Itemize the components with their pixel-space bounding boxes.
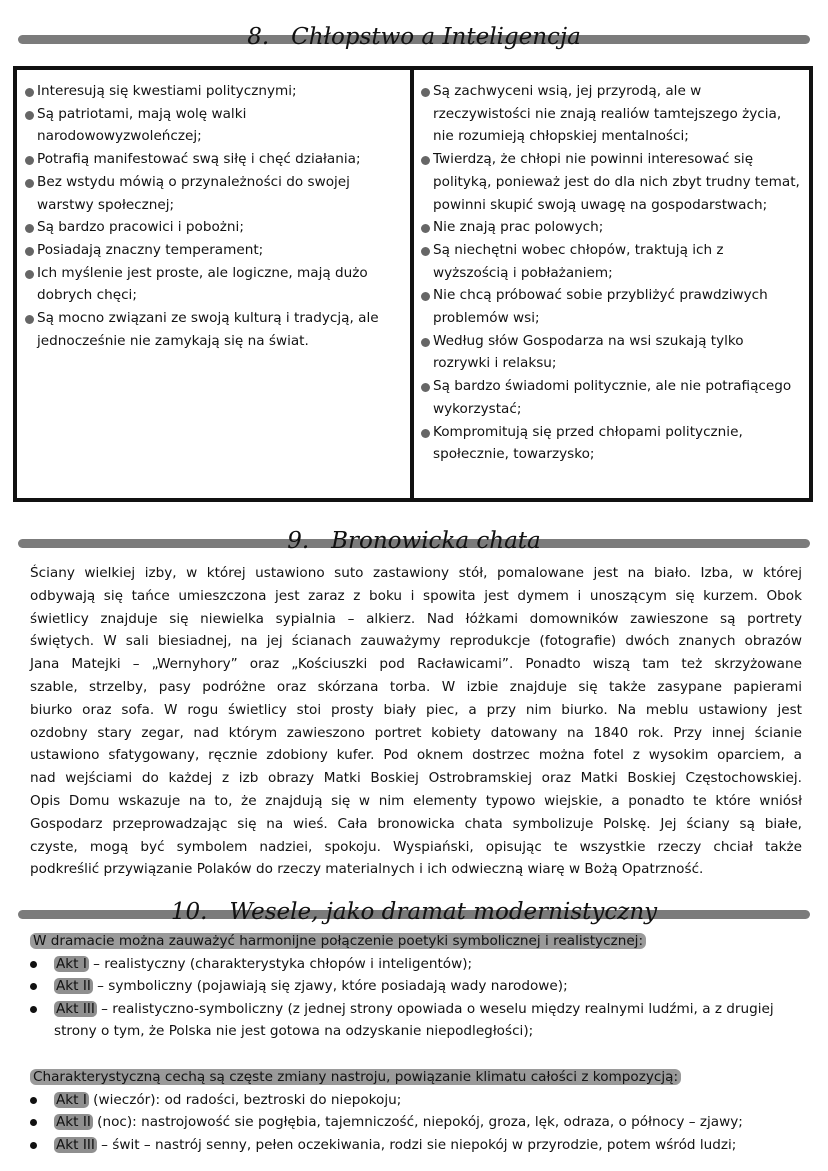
bullet-icon (30, 1006, 37, 1013)
section-9-header (0, 526, 828, 560)
list-item (25, 148, 404, 171)
section-title-text: Chłopstwo a Inteligencja (291, 24, 581, 50)
item-text: Bez wstydu mówią o przynależności do swojej warstwy społecznej; (37, 173, 350, 213)
paragraph-line: czyste, mogą być symbolem nadziei, spokoju. Wyspiański, opisując te wszystkie rzeczy chciał także (30, 838, 802, 855)
bullet-icon (421, 338, 430, 347)
bullet-icon (421, 247, 430, 256)
list-item (25, 216, 404, 239)
section-8-header (0, 22, 828, 56)
section-title-text: Wesele, jako dramat modernistyczny (229, 899, 658, 925)
item-text: (noc): nastrojowość sie pogłębia, tajemniczość, niepokój, groza, lęk, odraza, o północy – zjawy; (92, 1114, 743, 1131)
bullet-icon (30, 983, 37, 990)
section-number: 9. (287, 528, 310, 554)
bullet-icon (25, 247, 34, 256)
list-item (25, 171, 404, 216)
paragraph-line: podkreślić przywiązanie Polaków do rzeczy materialnych i ich odwieczną wiarę w Bożą Opatrzność. (30, 861, 704, 878)
paragraph-line: Opis Domu wskazuje na to, że znajdują się w nim elementy typowo wiejskie, a ponadto te które wniósł (30, 792, 802, 809)
bullet-icon (30, 1119, 37, 1126)
paragraph-line: szable, strzelby, pasy podróżne oraz skórzana torba. W izbie znajduje się także zasypane papierami (30, 678, 802, 695)
bullet-icon (421, 224, 430, 233)
list-item (25, 103, 404, 148)
bullet-icon (421, 429, 430, 438)
wesele-block-2 (30, 1066, 810, 1156)
list-item (421, 284, 803, 329)
list-item (421, 80, 803, 148)
list-item (30, 1134, 810, 1157)
paragraph-line: Gospodarz przeprowadzając się na wieś. Cała bronowicka chata symbolizuje Polskę. Jej ściany są białe, (30, 815, 802, 832)
act-tag: Akt II (56, 978, 91, 995)
item-text: Twierdzą, że chłopi nie powinni interesować się polityką, ponieważ jest do dla nich zbyt trudny temat, powinni skupić swoją uwagę na gospodarstwach; (433, 151, 800, 213)
bullet-icon (25, 224, 34, 233)
list-item (30, 953, 810, 976)
table-column-chlopi (17, 70, 414, 498)
act-tag: Akt I (56, 1091, 87, 1108)
act-tag: Akt II (56, 1114, 91, 1131)
section-number: 8. (247, 24, 270, 50)
bullet-icon (30, 961, 37, 968)
list-item (30, 975, 810, 998)
section-10-header (0, 897, 828, 931)
bullet-icon (25, 111, 34, 120)
item-text: Ich myślenie jest proste, ale logiczne, mają dużo dobrych chęci; (37, 264, 368, 304)
bullet-icon (25, 315, 34, 324)
item-text: Są patriotami, mają wolę walki narodowowyzwoleńczej; (37, 105, 247, 145)
list-item (421, 216, 803, 239)
section-title (0, 22, 828, 52)
act-tag: Akt III (56, 1000, 95, 1017)
list-item (25, 262, 404, 307)
bullet-icon (421, 156, 430, 165)
paragraph-line: biurko oraz sofa. W rogu świetlicy stoi prosty biały piec, a przy nim biurko. Na meblu ustawiony jest (30, 701, 802, 718)
list-item (421, 375, 803, 420)
list-item (421, 421, 803, 466)
bullet-icon (421, 383, 430, 392)
paragraph-line: świętych. W sali biesiadnej, na jej ścianach zauważymy reprodukcje (fotografie) dwóch znanych obrazów (30, 633, 802, 650)
section-title-text: Bronowicka chata (331, 528, 541, 554)
list-item (30, 998, 810, 1043)
item-text: (wieczór): od radości, beztroski do niepokoju; (88, 1091, 402, 1108)
item-text: Są bardzo pracowici i pobożni; (37, 219, 244, 236)
item-text: Są mocno związani ze swoją kulturą i tradycją, ale jednocześnie nie zamykają się na świat. (37, 310, 379, 349)
act-tag: Akt I (56, 955, 87, 972)
bullet-icon (25, 88, 34, 97)
item-text: Nie znają prac polowych; (433, 219, 604, 236)
bullet-icon (421, 292, 430, 301)
section-number: 10. (170, 899, 208, 925)
item-text: – świt – nastrój senny, pełen oczekiwania, rodzi sie niepokój w przyrodzie, potem wśród ludzi; (96, 1136, 737, 1153)
paragraph-line: ozdobny stary zegar, nad którym zawieszono portret kobiety datowany na 1840 rok. Przy innej ścianie (30, 724, 802, 741)
item-text: Interesują się kwestiami politycznymi; (37, 83, 297, 99)
list-item (25, 307, 404, 352)
paragraph-line: Jana Matejki – „Wernyhory” oraz „Kościuszki pod Racławicami”. Ponadto wiszą tam też skrzyżowane (30, 656, 802, 673)
paragraph-line: odbywają się tańce umieszczona jest zaraz z boku i spowita jest dymem i unoszącym się kurzem. Obok (30, 587, 802, 604)
highlighted-text: Charakterystyczną cechą są częste zmiany nastroju, powiązanie klimatu całości z kompozycją: (30, 1069, 681, 1085)
highlighted-text: W dramacie można zauważyć harmonijne połączenie poetyki symbolicznej i realistycznej: (30, 933, 646, 949)
bullet-icon (25, 156, 34, 165)
item-text: Posiadają znaczny temperament; (37, 241, 264, 258)
list-item (25, 80, 404, 103)
section-title (0, 526, 828, 556)
paragraph-line: ustawiono sfatygowany, ręcznie zdobiony kufer. Pod oknem dostrzec można fotel z wysokim oparciem, a (30, 747, 802, 764)
comparison-table (13, 66, 813, 502)
intro-line (30, 930, 810, 953)
item-text: Są niechętni wobec chłopów, traktują ich z wyższością i pobłażaniem; (433, 241, 724, 281)
list-item (25, 239, 404, 262)
paragraph-line: Ściany wielkiej izby, w której ustawiono suto zastawiony stół, pomalowane jest na biało. Izba, w której (30, 565, 802, 581)
bullet-icon (30, 1142, 37, 1149)
bullet-icon (25, 270, 34, 279)
item-text: Kompromitują się przed chłopami politycznie, społecznie, towarzysko; (433, 423, 743, 463)
section-title (0, 897, 828, 927)
item-text: Potrafią manifestować swą siłę i chęć działania; (37, 151, 361, 168)
item-text: – realistyczno-symboliczny (z jednej strony opowiada o weselu między realnymi ludźmi, a z drugiej strony o tym, że Polska nie jest gotowa na odzyskanie niepodległości); (54, 1000, 774, 1040)
bullet-icon (421, 88, 430, 97)
bullet-icon (30, 1097, 37, 1104)
item-text: Są bardzo świadomi politycznie, ale nie potrafiącego wykorzystać; (433, 378, 792, 417)
wesele-block-1 (30, 930, 810, 1043)
table-column-inteligencja (414, 70, 809, 498)
paragraph-line: świetlicy znajduje się niewielka sypialnia – alkierz. Nad łóżkami domowników zawieszone są portrety (30, 610, 802, 627)
list-item (421, 148, 803, 216)
list-item (30, 1111, 810, 1134)
list-item (421, 239, 803, 284)
list-item (421, 330, 803, 375)
paragraph-line: nad wejściami do każdej z izb obrazy Matki Boskiej Ostrobramskiej oraz Matki Boskiej Częstochowskiej. (30, 770, 802, 787)
item-text: Według słów Gospodarza na wsi szukają tylko rozrywki i relaksu; (433, 332, 744, 372)
chata-paragraph (30, 562, 802, 881)
bullet-icon (25, 179, 34, 188)
item-text: – symboliczny (pojawiają się zjawy, które posiadają wady narodowe); (92, 978, 568, 995)
item-text: – realistyczny (charakterystyka chłopów i inteligentów); (88, 955, 473, 972)
intro-line (30, 1066, 810, 1089)
list-item (30, 1089, 810, 1112)
item-text: Są zachwyceni wsią, jej przyrodą, ale w rzeczywistości nie znają realiów tamtejszego życia, nie rozumieją chłopskiej mentalności; (433, 83, 782, 145)
item-text: Nie chcą próbować sobie przybliżyć prawdziwych problemów wsi; (433, 287, 768, 327)
act-tag: Akt III (56, 1136, 95, 1153)
